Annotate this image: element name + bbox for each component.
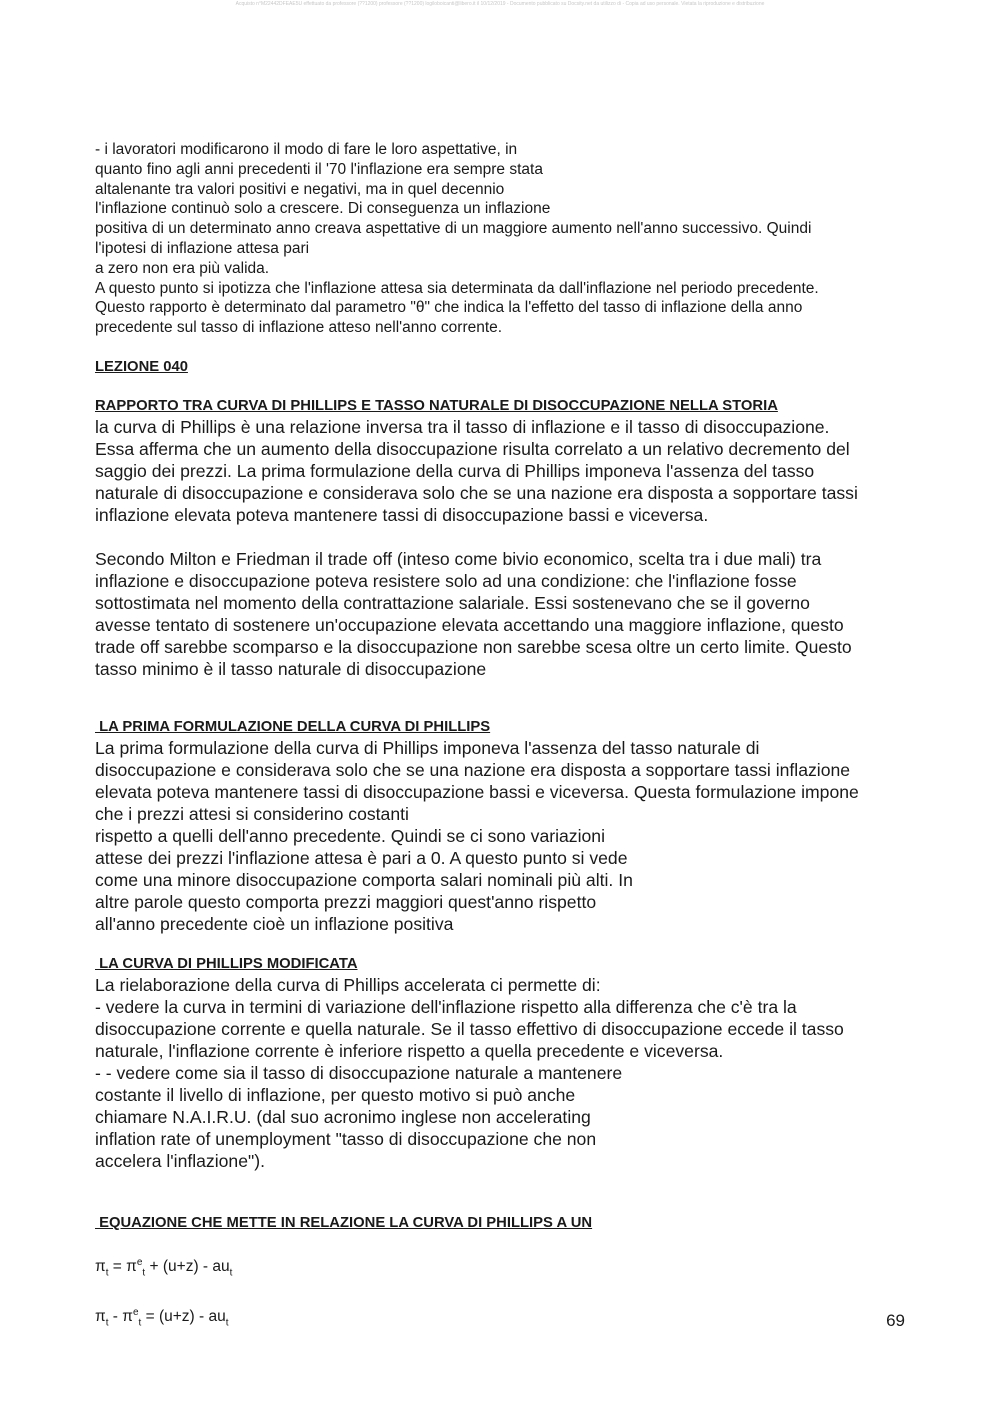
section-paragraph — [95, 548, 907, 680]
text-line: inflazione e disoccupazione poteva resistere solo ad una condizione: che l'inflazione fosse — [95, 570, 797, 591]
text-line: come una minore disoccupazione comporta salari nominali più alti. In — [95, 869, 633, 890]
text-line: rispetto a quelli dell'anno precedente. Quindi se ci sono variazioni — [95, 825, 605, 846]
text-line: inflazione elevata poteva mantenere tassi di disoccupazione bassi e viceversa. — [95, 504, 709, 525]
lesson-heading: LEZIONE 040 — [95, 358, 188, 375]
text-line: costante il livello di inflazione, per questo motivo si può anche — [95, 1084, 576, 1105]
text-line: - i lavoratori modificarono il modo di fare le loro aspettative, in — [95, 141, 518, 158]
section-paragraph — [95, 416, 907, 526]
text-line: La prima formulazione della curva di Phillips imponeva l'assenza del tasso naturale di — [95, 737, 760, 758]
section-paragraph — [95, 737, 907, 935]
text-line: tasso minimo è il tasso naturale di disoccupazione — [95, 658, 487, 679]
text-line: - - vedere come sia il tasso di disoccupazione naturale a mantenere — [95, 1062, 623, 1083]
page-number: 69 — [886, 1311, 905, 1330]
text-line: naturale, l'inflazione corrente è inferiore rispetto a quella precedente e viceversa. — [95, 1040, 724, 1061]
section-heading-equation: EQUAZIONE CHE METTE IN RELAZIONE LA CURVA DI PHILLIPS A UN — [95, 1214, 593, 1231]
text-line: disoccupazione e considerava solo che se una nazione era disposta a sopportare tassi inflazione — [95, 759, 851, 780]
eq-text: + (u+z) - au — [145, 1258, 230, 1276]
eq-subscript: t — [142, 1267, 146, 1279]
eq-symbol: = — [108, 1258, 127, 1276]
eq-subscript: t — [138, 1317, 142, 1329]
text-line: naturale di disoccupazione e considerava solo che se una nazione era disposta a sopportare tassi — [95, 482, 858, 503]
text-line: trade off sarebbe scomparso e la disoccupazione non sarebbe scesa oltre un certo limite. Questo — [95, 636, 852, 657]
text-line: disoccupazione corrente e quella naturale. Se il tasso effettivo di disoccupazione eccede il tasso — [95, 1018, 844, 1039]
eq-symbol: π — [95, 1308, 106, 1326]
equation-1 — [95, 1253, 907, 1283]
eq-symbol: π — [122, 1308, 133, 1326]
text-line: all'anno precedente cioè un inflazione positiva — [95, 913, 454, 934]
text-line: Secondo Milton e Friedman il trade off (inteso come bivio economico, scelta tra i due mali) tra — [95, 548, 822, 569]
text-line: sottostimata nel momento della contrattazione salariale. Essi sostenevano che se il governo — [95, 592, 810, 613]
text-line: avesse tentato di sostenere un'occupazione elevata accettando una maggiore inflazione, questo — [95, 614, 844, 635]
text-line: - vedere la curva in termini di variazione dell'inflazione rispetto alla differenza che c'è tra la — [95, 996, 797, 1017]
page-content — [95, 140, 907, 1333]
section-paragraph — [95, 974, 907, 1172]
text-line: altre parole questo comporta prezzi maggiori quest'anno rispetto — [95, 891, 597, 912]
section-heading-first-formulation: LA PRIMA FORMULAZIONE DELLA CURVA DI PHILLIPS — [95, 718, 491, 735]
eq-subscript: t — [225, 1317, 229, 1329]
text-line: la curva di Phillips è una relazione inversa tra il tasso di inflazione e il tasso di disoccupazione. — [95, 416, 830, 437]
text-line: attese dei prezzi l'inflazione attesa è pari a 0. A questo punto si vede — [95, 847, 628, 868]
text-line: altalenante tra valori positivi e negativi, ma in quel decennio — [95, 180, 505, 198]
eq-subscript: t — [105, 1267, 109, 1279]
text-line: quanto fino agli anni precedenti il '70 l'inflazione era sempre stata — [95, 160, 543, 178]
eq-text: = (u+z) - au — [141, 1308, 226, 1326]
text-line: Essa afferma che un aumento della disoccupazione risulta correlato a un relativo decremento del — [95, 438, 850, 459]
intro-paragraph — [95, 140, 907, 338]
eq-subscript: t — [105, 1317, 109, 1329]
text-line: inflation rate of unemployment "tasso di disoccupazione che non — [95, 1128, 597, 1149]
equation-2 — [95, 1303, 907, 1333]
text-line: che i prezzi attesi si considerino costanti — [95, 803, 409, 824]
text-line: A questo punto si ipotizza che l'inflazione attesa sia determinata da dall'inflazione nel periodo precedente. — [95, 279, 819, 297]
section-heading-modified-curve: LA CURVA DI PHILLIPS MODIFICATA — [95, 955, 358, 972]
section-heading-history: RAPPORTO TRA CURVA DI PHILLIPS E TASSO NATURALE DI DISOCCUPAZIONE NELLA STORIA — [95, 397, 778, 414]
eq-symbol: - — [108, 1308, 123, 1326]
watermark-text: Acquisto n°M22442DFEAE5U effettuato da professore (??1200) professore (??1200) logiloboicanti@libero.it il 10/12/2019 - Documento pubblicato su Docsity.net da utilizzo di - Copia ad uso personale. Vietata la riproduzione e distribuzione — [235, 1, 765, 7]
eq-subscript: t — [229, 1267, 233, 1279]
text-line: Questo rapporto è determinato dal parametro "θ" che indica la l'effetto del tasso di inflazione della anno — [95, 299, 803, 317]
eq-symbol: π — [95, 1258, 106, 1276]
text-line: La rielaborazione della curva di Phillips accelerata ci permette di: — [95, 974, 601, 995]
text-line: precedente sul tasso di inflazione atteso nell'anno corrente. — [95, 319, 503, 337]
eq-symbol: π — [126, 1258, 137, 1276]
text-line: l'ipotesi di inflazione attesa pari — [95, 239, 310, 257]
eq-superscript: e — [132, 1307, 139, 1319]
text-line: elevata poteva mantenere tassi di disoccupazione bassi e viceversa. Questa formulazione impone — [95, 781, 859, 802]
text-line: l'inflazione continuò solo a crescere. Di conseguenza un inflazione — [95, 200, 551, 218]
text-line: a zero non era più valida. — [95, 259, 270, 277]
text-line: saggio dei prezzi. La prima formulazione della curva di Phillips imponeva l'assenza del tasso — [95, 460, 815, 481]
text-line: positiva di un determinato anno creava aspettative di un maggiore aumento nell'anno successivo. Quindi — [95, 220, 812, 238]
text-line: chiamare N.A.I.R.U. (dal suo acronimo inglese non accelerating — [95, 1106, 591, 1127]
text-line: accelera l'inflazione"). — [95, 1150, 265, 1171]
eq-superscript: e — [136, 1256, 143, 1268]
